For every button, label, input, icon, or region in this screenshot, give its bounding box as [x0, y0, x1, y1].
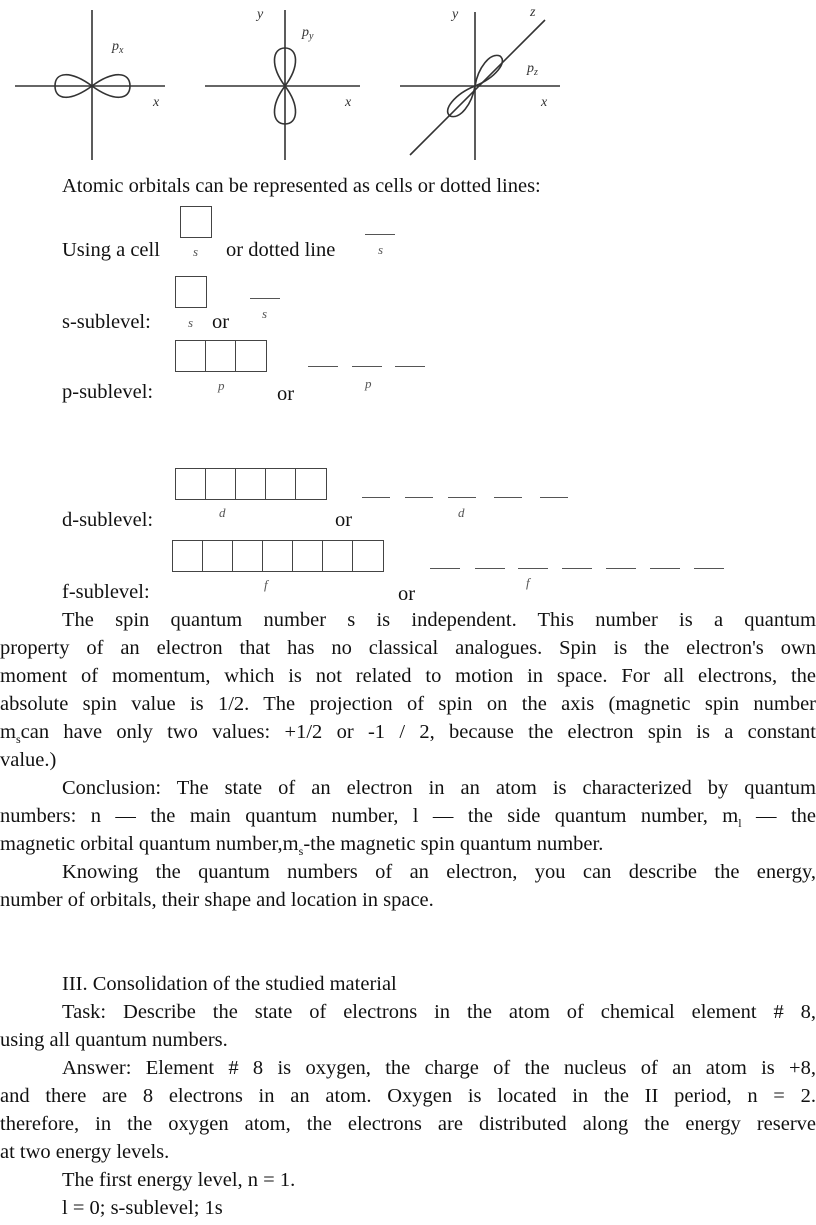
spin-para-line-1: The spin quantum number s is independent. This number is a quantum [62, 609, 816, 631]
conclusion-line-2: numbers: n — the main quantum number, l — the side quantum number, $m_l$ — the [0, 805, 816, 831]
p-sublevel-label: p-sublevel: [62, 381, 154, 403]
dotted-line-example [365, 234, 395, 235]
spin-para-line-3: moment of momentum, which is not related to motion in space. For all electrons, the [0, 665, 816, 687]
s-sublevel-label: s-sublevel: [62, 311, 151, 333]
spin-para-line-5: $m_scan$ have only two values: +1/2 or -1 / 2, because the electron spin is a constant [0, 721, 816, 747]
consolidation-heading: III. Consolidation of the studied material [62, 973, 397, 995]
f-sublevel-cell-letter: f [264, 577, 268, 592]
pz-x-axis-label: x [541, 95, 548, 110]
answer-line-3: therefore, in the oxygen atom, the electrons are distributed along the energy reserve [0, 1113, 816, 1135]
cell-example-box [180, 206, 212, 238]
intro-text: Atomic orbitals can be represented as cells or dotted lines: [62, 175, 541, 197]
f-sublevel-label: f-sublevel: [62, 581, 150, 603]
py-label: $p_y$ [302, 25, 314, 42]
px-label: $p_x$ [112, 39, 124, 56]
knowing-line-2: number of orbitals, their shape and location in space. [0, 889, 434, 911]
p-sublevel-cell-letter: p [218, 378, 225, 393]
px-orbital-diagram [15, 10, 165, 160]
pz-orbital-diagram [400, 12, 560, 160]
task-line-2: using all quantum numbers. [0, 1029, 228, 1051]
p-sublevel-dash-letter: p [365, 376, 372, 391]
d-sublevel-or: or [335, 509, 353, 531]
s-sublevel-dash [250, 298, 280, 299]
s-sublevel-cell-letter: s [188, 315, 194, 330]
pz-z-axis-label: z [530, 5, 536, 20]
conclusion-line-1: Conclusion: The state of an electron in an atom is characterized by quantum [62, 777, 816, 799]
f-sublevel-or: or [398, 583, 416, 605]
cell-example-s: s [193, 244, 199, 259]
f-sublevel-dash-letter: f [526, 575, 530, 590]
s-sublevel-dash-letter: s [262, 306, 268, 321]
py-x-axis-label: x [345, 95, 352, 110]
s-sublevel-1s-line: l = 0; s-sublevel; 1s [62, 1197, 223, 1219]
spin-para-line-4: absolute spin value is 1/2. The projection of spin on the axis (magnetic spin number [0, 693, 816, 715]
f-sublevel-cells [172, 540, 384, 572]
d-sublevel-dash-letter: d [458, 505, 465, 520]
answer-line-1: Answer: Element # 8 is oxygen, the charge of the nucleus of an atom is +8, [62, 1057, 816, 1079]
spin-para-line-6: value.) [0, 749, 57, 771]
d-sublevel-label: d-sublevel: [62, 509, 154, 531]
or-dotted-line-label: or dotted line [226, 239, 336, 261]
py-y-axis-label: y [257, 7, 264, 22]
task-line-1: Task: Describe the state of electrons in the atom of chemical element # 8, [62, 1001, 816, 1023]
first-energy-level: The first energy level, n = 1. [62, 1169, 296, 1191]
d-sublevel-cell-letter: d [219, 505, 226, 520]
p-sublevel-cells [175, 340, 267, 372]
knowing-line-1: Knowing the quantum numbers of an electron, you can describe the energy, [62, 861, 816, 883]
spin-para-line-2: property of an electron that has no classical analogues. Spin is the electron's own [0, 637, 816, 659]
p-orbitals-figure [0, 0, 816, 170]
pz-y-axis-label: y [452, 7, 459, 22]
pz-label: $p_z$ [527, 61, 538, 78]
answer-line-2: and there are 8 electrons in an atom. Oxygen is located in the II period, n = 2. [0, 1085, 816, 1107]
px-x-axis-label: x [153, 95, 160, 110]
s-sublevel-or: or [212, 311, 230, 333]
s-sublevel-cells [175, 276, 207, 308]
py-orbital-diagram [205, 10, 360, 160]
dotted-example-s: s [378, 242, 384, 257]
answer-line-4: at two energy levels. [0, 1141, 170, 1163]
conclusion-line-3: magnetic orbital quantum $number,m_s$-the magnetic spin quantum number. [0, 833, 604, 859]
using-cell-label: Using a cell [62, 239, 160, 261]
d-sublevel-cells [175, 468, 327, 500]
p-sublevel-or: or [277, 383, 295, 405]
